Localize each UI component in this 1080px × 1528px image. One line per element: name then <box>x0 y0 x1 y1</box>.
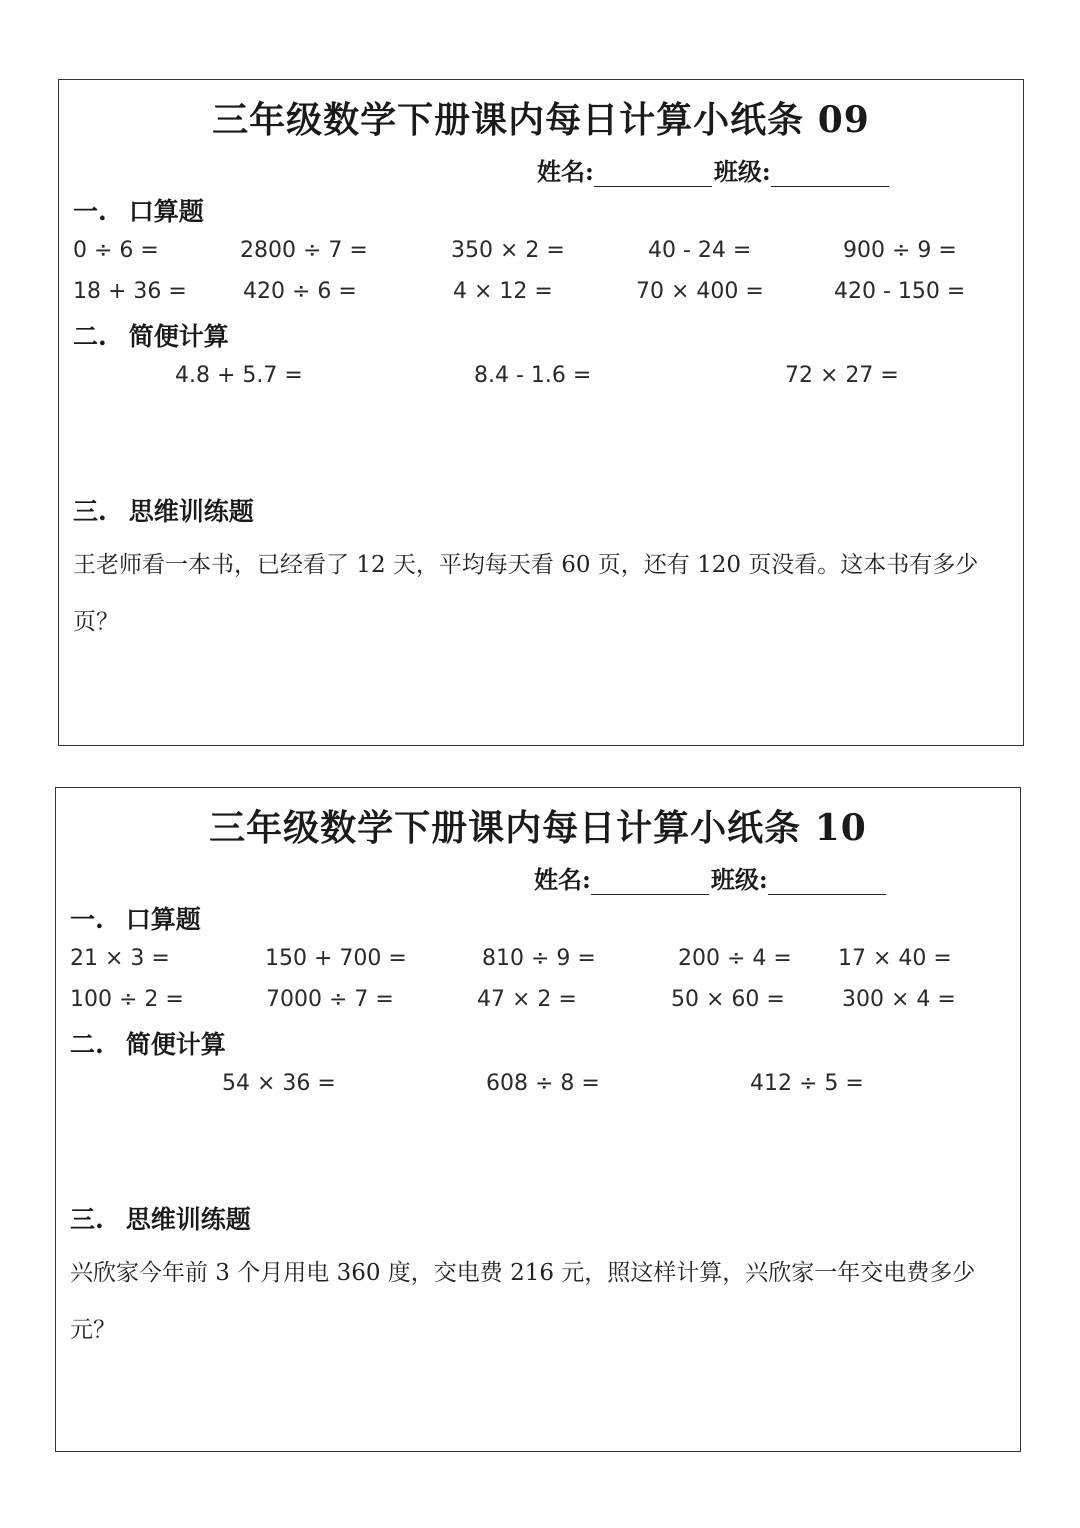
word-problem: 王老师看一本书，已经看了 12 天，平均每天看 60 页，还有 120 页没看。这本书有多少页？ <box>73 552 979 635</box>
simple-problem: 608 ÷ 8 = <box>486 1071 600 1096</box>
simple-problem: 4.8 + 5.7 = <box>175 363 303 388</box>
name-label: 姓名: <box>534 865 591 894</box>
name-label: 姓名: <box>537 157 594 186</box>
oral-problem: 70 × 400 = <box>636 279 764 304</box>
section-number: 三. <box>73 497 107 526</box>
oral-problem: 21 × 3 = <box>70 946 170 971</box>
section-number: 二. <box>73 322 107 351</box>
oral-problem: 150 + 700 = <box>265 946 407 971</box>
section-label: 口算题 <box>125 905 201 934</box>
oral-problem: 100 ÷ 2 = <box>70 987 184 1012</box>
section-simple-heading <box>70 1025 226 1061</box>
worksheet-title: 三年级数学下册课内每日计算小纸条 09 <box>212 99 870 141</box>
oral-problem: 18 + 36 = <box>73 279 187 304</box>
oral-problem: 200 ÷ 4 = <box>678 946 792 971</box>
section-oral-heading <box>73 192 204 228</box>
oral-problem: 2800 ÷ 7 = <box>240 238 368 263</box>
worksheet-card-09 <box>58 79 1024 746</box>
name-class-row <box>537 152 891 187</box>
worksheet-card-10 <box>55 787 1021 1452</box>
section-label: 思维训练题 <box>128 497 254 526</box>
name-blank[interactable] <box>594 162 712 187</box>
section-thinking-heading <box>73 492 254 528</box>
oral-problem: 420 ÷ 6 = <box>243 279 357 304</box>
name-blank[interactable] <box>591 870 709 895</box>
oral-problem: 50 × 60 = <box>671 987 785 1012</box>
section-label: 简便计算 <box>125 1030 226 1059</box>
section-oral-heading <box>70 900 201 936</box>
oral-problem: 40 - 24 = <box>648 238 752 263</box>
section-label: 口算题 <box>128 197 204 226</box>
simple-problem: 8.4 - 1.6 = <box>474 363 592 388</box>
section-label: 简便计算 <box>128 322 229 351</box>
word-problem: 兴欣家今年前 3 个月用电 360 度，交电费 216 元，照这样计算，兴欣家一年交电费多少元？ <box>70 1260 976 1343</box>
class-blank[interactable] <box>771 162 889 187</box>
oral-problem: 4 × 12 = <box>453 279 553 304</box>
oral-problem: 47 × 2 = <box>477 987 577 1012</box>
section-thinking-heading <box>70 1200 251 1236</box>
oral-problem: 0 ÷ 6 = <box>73 238 159 263</box>
oral-problem: 7000 ÷ 7 = <box>266 987 394 1012</box>
section-number: 二. <box>70 1030 104 1059</box>
class-blank[interactable] <box>768 870 886 895</box>
name-class-row <box>534 860 888 895</box>
simple-problem: 72 × 27 = <box>785 363 899 388</box>
class-label: 班级: <box>713 157 771 186</box>
oral-problem: 300 × 4 = <box>842 987 956 1012</box>
section-number: 一. <box>73 197 107 226</box>
oral-problem: 17 × 40 = <box>838 946 952 971</box>
oral-problem: 350 × 2 = <box>451 238 565 263</box>
simple-problem: 54 × 36 = <box>222 1071 336 1096</box>
oral-problem: 900 ÷ 9 = <box>843 238 957 263</box>
oral-problem: 810 ÷ 9 = <box>482 946 596 971</box>
section-number: 三. <box>70 1205 104 1234</box>
section-simple-heading <box>73 317 229 353</box>
worksheet-title: 三年级数学下册课内每日计算小纸条 10 <box>209 807 867 849</box>
simple-problem: 412 ÷ 5 = <box>750 1071 864 1096</box>
oral-problem: 420 - 150 = <box>834 279 966 304</box>
class-label: 班级: <box>710 865 768 894</box>
section-label: 思维训练题 <box>125 1205 251 1234</box>
section-number: 一. <box>70 905 104 934</box>
